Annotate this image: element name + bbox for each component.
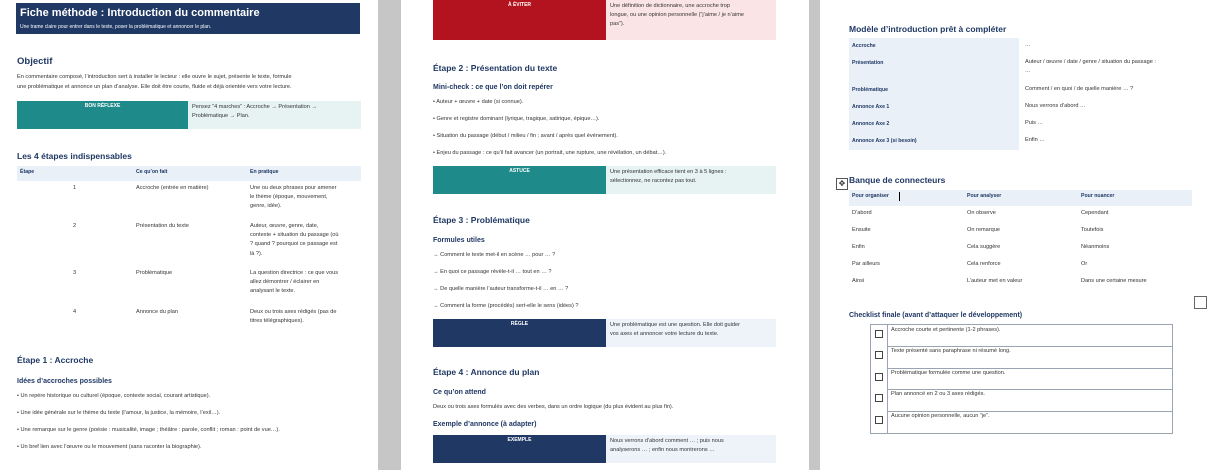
connecteur-cell: Cependant <box>1081 210 1109 216</box>
connecteur-cell: On remarque <box>967 227 1000 233</box>
eviter-callout <box>433 0 776 40</box>
attend-heading: Ce qu’on attend <box>433 389 486 396</box>
page-subtitle: Une trame claire pour entrer dans le texte, poser la problématique et annoncer le plan. <box>20 24 212 30</box>
checkbox[interactable] <box>875 394 883 402</box>
eviter-line: longue, ou une opinion personnelle (“j’aime / je n’aime <box>610 12 745 18</box>
minicheck-item: • Situation du passage (début / milieu / fin ; avant / après quel événement). <box>433 133 618 139</box>
checkbox[interactable] <box>875 351 883 359</box>
modele-value: Puis … <box>1025 120 1044 126</box>
row-num: 4 <box>73 309 77 315</box>
bon-reflexe-text-1: Pensez “4 marches” : Accroche → Présentation → <box>192 104 317 110</box>
bon-reflexe-callout <box>17 101 361 129</box>
banque-table-body <box>849 207 1192 292</box>
objectif-text-1: En commentaire composé, l’introduction sert à installer le lecteur : elle ouvre le sujet, présente le texte, formule <box>17 74 292 80</box>
etape2-heading: Étape 2 : Présentation du texte <box>433 63 558 73</box>
etapes-table-header <box>17 166 361 181</box>
pratique-line: allez démontrer / éclairer en <box>250 279 320 286</box>
banque-table-header <box>849 190 1192 206</box>
idee-item: • Un repère historique ou culturel (époque, contexte social, courant artistique). <box>17 393 211 399</box>
attend-text: Deux ou trois axes formulés avec des verbes, dans un ordre logique (du plus évident au plus fin). <box>433 404 674 410</box>
minicheck-item: • Genre et registre dominant (lyrique, tragique, satirique, épique…). <box>433 116 600 122</box>
astuce-label: ASTUCE <box>433 166 606 194</box>
row-num: 3 <box>73 270 77 276</box>
modele-label: Problématique <box>852 87 889 93</box>
minicheck-item: • Auteur + œuvre + date (si connue). <box>433 99 524 105</box>
regle-line: vos axes et annoncer votre lecture du texte. <box>610 331 719 337</box>
checklist-item: Problématique formulée comme une question. <box>891 370 1006 376</box>
modele-value: … <box>1025 42 1031 48</box>
checklist-item: Accroche courte et pertinente (1-2 phrases). <box>891 327 1001 333</box>
row-num: 1 <box>73 185 77 191</box>
astuce-callout <box>433 166 776 194</box>
row-fait: Problématique <box>136 270 173 276</box>
connecteur-cell: Dans une certaine mesure <box>1081 278 1147 284</box>
connecteur-cell: Ensuite <box>852 227 871 233</box>
formule-item: → De quelle manière l’auteur transforme-t-il … en … ? <box>433 286 569 292</box>
row-pratique <box>250 222 361 259</box>
checkbox[interactable] <box>875 416 883 424</box>
row-pratique <box>250 308 361 326</box>
connecteur-cell: On observe <box>967 210 996 216</box>
modele-label: Annonce Axe 1 <box>852 104 890 110</box>
connecteur-cell: D’abord <box>852 210 872 216</box>
page-1 <box>0 0 378 470</box>
banque-heading: Banque de connecteurs <box>849 175 946 185</box>
connecteur-cell: Par ailleurs <box>852 261 880 267</box>
minicheck-heading: Mini-check : ce que l’on doit repérer <box>433 84 553 91</box>
etape1-heading: Étape 1 : Accroche <box>17 355 94 365</box>
exemple-line: analyserons … ; enfin nous montrerons … <box>610 447 715 453</box>
formules-heading: Formules utiles <box>433 237 485 244</box>
connecteur-cell: L’auteur met en valeur <box>967 278 1023 284</box>
checklist-item: Texte présenté sans paraphrase ni résumé long. <box>891 348 1011 354</box>
modele-value: Enfin … <box>1025 137 1045 143</box>
idee-item: • Une idée générale sur le thème du texte (l’amour, la justice, la mémoire, l’exil…). <box>17 410 221 416</box>
checklist-divider <box>887 325 888 433</box>
col-pratique: En pratique <box>250 169 279 175</box>
connecteur-cell: Cela renforce <box>967 261 1001 267</box>
pratique-line: analysant le texte. <box>250 288 296 295</box>
formule-item: → Comment le texte met-il en scène … pour … ? <box>433 252 556 258</box>
bon-reflexe-text-2: Problématique → Plan. <box>192 113 250 119</box>
exemple-line: Nous verrons d’abord comment … ; puis nous <box>610 438 724 444</box>
checklist-item: Plan annoncé en 2 ou 3 axes rédigés. <box>891 391 985 397</box>
eviter-line: pas”). <box>610 21 625 27</box>
pratique-line: contexte + situation du passage (où <box>250 232 339 239</box>
eviter-body <box>606 0 776 40</box>
exemple-heading: Exemple d’annonce (à adapter) <box>433 421 537 428</box>
modele-value-line: … <box>1025 68 1031 75</box>
checkbox[interactable] <box>875 330 883 338</box>
bon-reflexe-label: BON RÉFLEXE <box>17 101 188 129</box>
table-move-handle-icon[interactable]: ✥ <box>836 178 848 190</box>
etape4-heading: Étape 4 : Annonce du plan <box>433 367 540 377</box>
objectif-text-2: une problématique et annonce un plan d’analyse. Elle doit être courte, fluide et déjà orientée vers votre lecture. <box>17 84 292 90</box>
connecteur-cell: Or <box>1081 261 1088 267</box>
idees-heading: Idées d’accroches possibles <box>17 378 112 385</box>
pratique-line: La question directrice : ce que vous <box>250 270 338 276</box>
etapes-heading: Les 4 étapes indispensables <box>17 151 132 161</box>
bon-reflexe-body <box>188 101 361 129</box>
pratique-line: Deux ou trois axes rédigés (pas de <box>250 309 337 315</box>
idee-item: • Un bref lien avec l’œuvre ou le mouvement (sans raconter la biographie). <box>17 444 202 450</box>
pratique-line: genre, idée). <box>250 203 282 210</box>
formule-item: → En quoi ce passage révèle-t-il … tout en … ? <box>433 269 552 275</box>
etape3-heading: Étape 3 : Problématique <box>433 215 530 225</box>
pratique-line: Auteur, œuvre, genre, date, <box>250 223 319 229</box>
connecteur-cell: Néanmoins <box>1081 244 1110 250</box>
astuce-body <box>606 166 776 194</box>
eviter-line: Une définition de dictionnaire, une accroche trop <box>610 3 731 9</box>
col-fait: Ce qu’on fait <box>136 169 168 175</box>
exemple-label: EXEMPLE <box>433 435 606 463</box>
modele-value: Comment / en quoi / de quelle manière … ? <box>1025 86 1134 92</box>
pratique-line: titres télégraphiques). <box>250 318 304 325</box>
pratique-line: Une ou deux phrases pour amener <box>250 185 337 191</box>
pratique-line: là ?). <box>250 250 263 257</box>
checklist-table <box>870 324 1173 434</box>
col-analyser: Pour analyser <box>967 193 1002 199</box>
regle-line: Une problématique est une question. Elle doit guider <box>610 322 740 328</box>
text-cursor <box>899 192 900 201</box>
modele-label-column <box>849 38 1019 150</box>
page-2 <box>401 0 809 470</box>
page-3 <box>820 0 1222 470</box>
row-pratique <box>250 269 361 297</box>
eviter-label: À ÉVITER <box>433 0 606 40</box>
modele-label: Annonce Axe 2 <box>852 121 890 127</box>
modele-heading: Modèle d’introduction prêt à compléter <box>849 24 1007 34</box>
checkbox[interactable] <box>875 373 883 381</box>
modele-label: Annonce Axe 3 (si besoin) <box>852 138 917 144</box>
astuce-line: Une présentation efficace tient en 3 à 5 lignes : <box>610 169 727 175</box>
row-fait: Annonce du plan <box>136 309 178 315</box>
regle-callout <box>433 319 776 347</box>
col-organiser: Pour organiser <box>852 193 889 199</box>
minicheck-item: • Enjeu du passage : ce qu’il fait avancer (un portrait, une rupture, une révélation, un débat…). <box>433 150 667 156</box>
title-banner <box>16 3 360 34</box>
idee-item: • Une remarque sur le genre (poésie : musicalité, image ; théâtre : parole, conflit ; roman : point de vue…). <box>17 427 280 433</box>
exemple-callout <box>433 435 776 463</box>
modele-label: Accroche <box>852 43 876 49</box>
regle-label: RÈGLE <box>433 319 606 347</box>
astuce-line: sélectionnez, ne racontez pas tout. <box>610 178 697 184</box>
modele-value-line: Auteur / œuvre / date / genre / situation du passage : <box>1025 59 1156 65</box>
formule-item: → Comment la forme (procédés) sert-elle le sens (idées) ? <box>433 303 579 309</box>
checklist-heading: Checklist finale (avant d’attaquer le développement) <box>849 312 1023 319</box>
pratique-line: le thème (époque, mouvement, <box>250 194 328 201</box>
exemple-body <box>606 435 776 463</box>
regle-body <box>606 319 776 347</box>
modele-value <box>1025 58 1156 76</box>
modele-value: Nous verrons d’abord … <box>1025 103 1086 109</box>
connecteur-cell: Enfin <box>852 244 865 250</box>
connecteur-cell: Ainsi <box>852 278 865 284</box>
connecteur-cell: Cela suggère <box>967 244 1001 250</box>
modele-label: Présentation <box>852 60 884 66</box>
col-etape: Étape <box>20 169 35 175</box>
col-nuancer: Pour nuancer <box>1081 193 1115 199</box>
page-title: Fiche méthode : Introduction du commentaire <box>20 7 260 19</box>
row-num: 2 <box>73 223 77 229</box>
row-pratique <box>250 184 361 212</box>
row-fait: Accroche (entrée en matière) <box>136 185 209 191</box>
pratique-line: ? quand ? pourquoi ce passage est <box>250 241 338 248</box>
connecteur-cell: Toutefois <box>1081 227 1104 233</box>
table-resize-handle[interactable] <box>1194 296 1207 309</box>
objectif-heading: Objectif <box>17 56 53 67</box>
checklist-item: Aucune opinion personnelle, aucun “je”. <box>891 413 990 419</box>
row-fait: Présentation du texte <box>136 223 189 229</box>
